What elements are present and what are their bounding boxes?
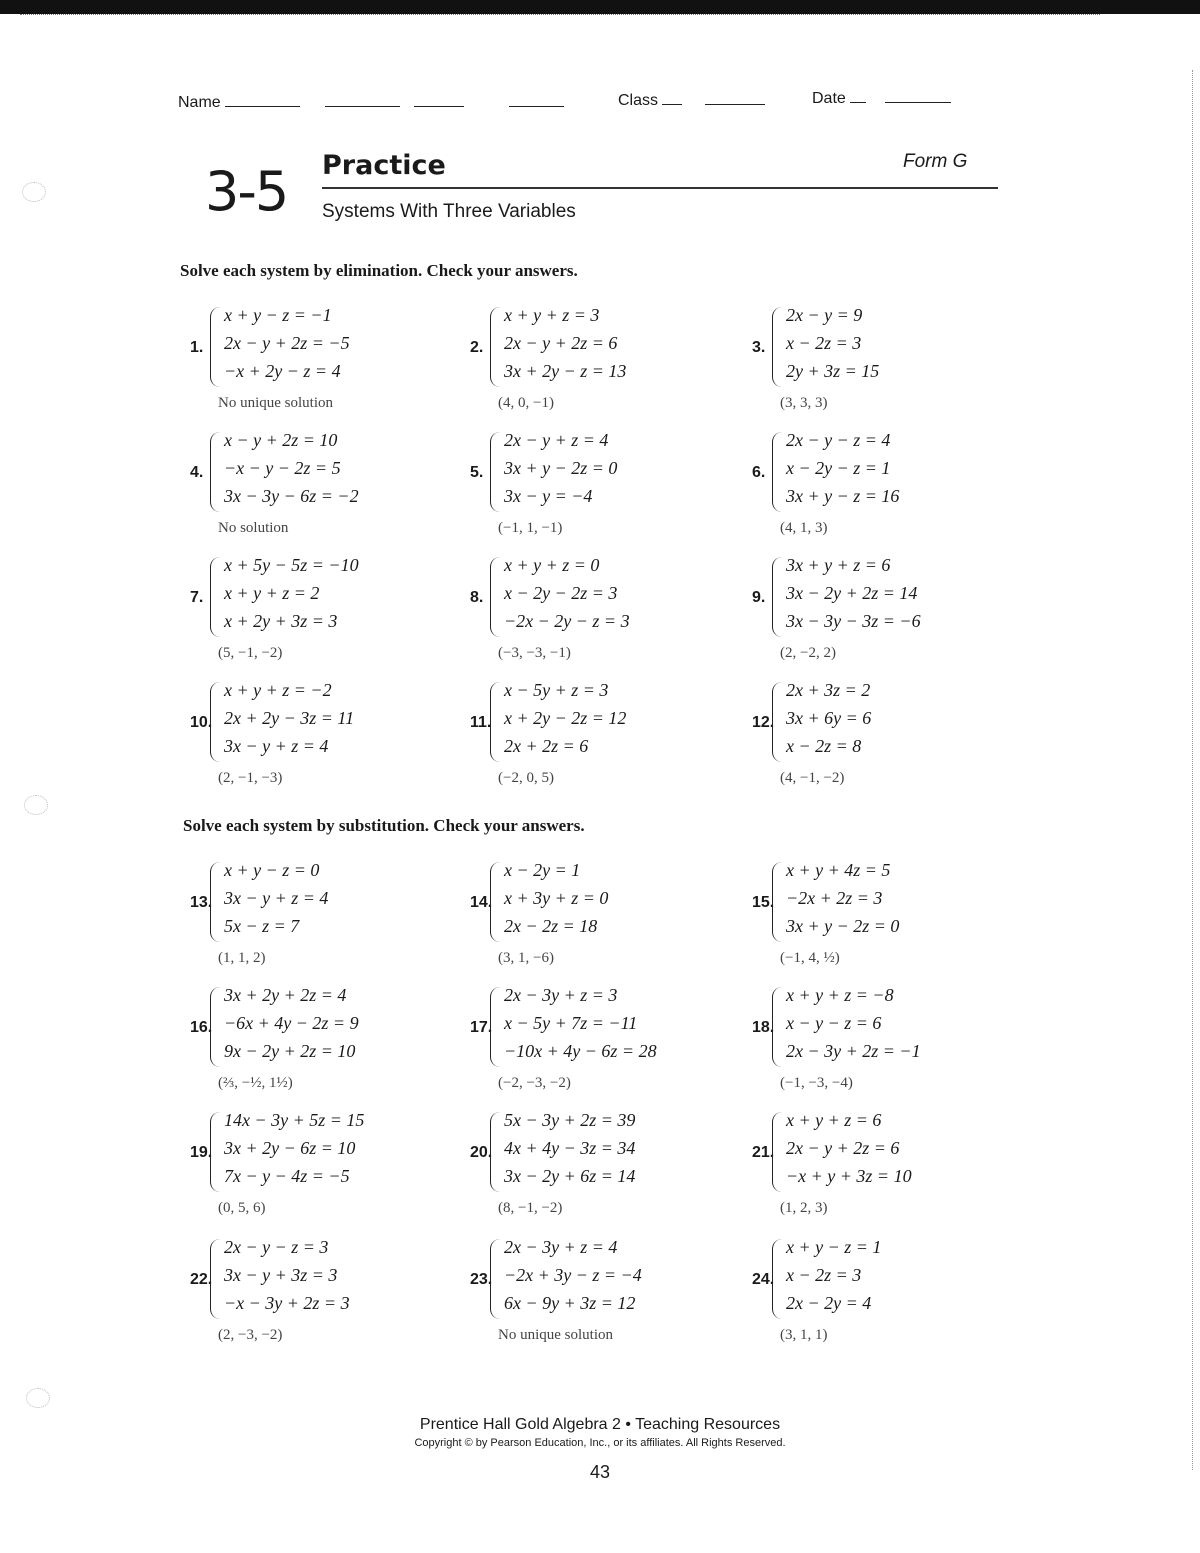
- system-brace: [772, 862, 783, 942]
- problem-number: 22.: [190, 1271, 213, 1288]
- answer: (5, −1, −2): [218, 645, 283, 661]
- equation: 6x − 9y + 3z = 12: [504, 1293, 636, 1313]
- problem-number: 16.: [190, 1019, 213, 1036]
- equation: 7x − y − 4z = −5: [224, 1166, 350, 1186]
- equation: x + y + 4z = 5: [786, 860, 891, 880]
- equation: x + y + z = 2: [224, 583, 320, 603]
- equation: x + y − z = 1: [786, 1237, 882, 1257]
- problem: [752, 430, 1012, 550]
- answer: (3, 3, 3): [780, 395, 828, 411]
- equation: −2x + 3y − z = −4: [504, 1265, 642, 1285]
- equation: x + 2y − 2z = 12: [504, 708, 627, 728]
- problem: [470, 305, 730, 425]
- name-blank[interactable]: [325, 92, 400, 107]
- title-rule: [322, 187, 998, 189]
- problem-number: 23.: [470, 1271, 493, 1288]
- equation: 4x + 4y − 3z = 34: [504, 1138, 636, 1158]
- equation: x − 5y + z = 3: [504, 680, 609, 700]
- system-brace: [772, 432, 783, 512]
- system-brace: [772, 557, 783, 637]
- equation: 3x − 3y − 3z = −6: [786, 611, 921, 631]
- name-blank[interactable]: [509, 92, 564, 107]
- equation: 3x − 2y + 6z = 14: [504, 1166, 636, 1186]
- equation: 2x − 3y + z = 3: [504, 985, 618, 1005]
- problem: [470, 555, 730, 675]
- answer: (1, 2, 3): [780, 1200, 828, 1216]
- equation: x − 2z = 3: [786, 1265, 862, 1285]
- system-brace: [772, 1239, 783, 1319]
- scan-speck: [26, 1388, 50, 1408]
- equation: 3x + 2y − z = 13: [504, 361, 627, 381]
- equation: x − 2y − 2z = 3: [504, 583, 618, 603]
- problem: [752, 680, 1012, 800]
- answer: (8, −1, −2): [498, 1200, 563, 1216]
- system-brace: [210, 432, 221, 512]
- problem-number: 13.: [190, 894, 213, 911]
- equation: 5x − z = 7: [224, 916, 300, 936]
- equation: x − 2z = 3: [786, 333, 862, 353]
- answer: (−2, 0, 5): [498, 770, 554, 786]
- problem-number: 5.: [470, 464, 484, 481]
- equation: 3x − y + z = 4: [224, 888, 329, 908]
- equation: −x + y + 3z = 10: [786, 1166, 912, 1186]
- equation: 3x + y − 2z = 0: [504, 458, 618, 478]
- equation: 2y + 3z = 15: [786, 361, 880, 381]
- lesson-title: Practice: [322, 150, 446, 181]
- problem-number: 18.: [752, 1019, 775, 1036]
- system-brace: [210, 987, 221, 1067]
- problem-number: 20.: [470, 1144, 493, 1161]
- name-label: Name: [178, 94, 221, 111]
- system-brace: [490, 1239, 501, 1319]
- equation: 3x + y − z = 16: [786, 486, 900, 506]
- system-brace: [210, 1112, 221, 1192]
- system-brace: [772, 307, 783, 387]
- form-label: Form G: [903, 151, 968, 172]
- problem-number: 15.: [752, 894, 775, 911]
- equation: x + y + z = 3: [504, 305, 600, 325]
- problem-number: 24.: [752, 1271, 775, 1288]
- equation: 3x − 2y + 2z = 14: [786, 583, 918, 603]
- answer: (−2, −3, −2): [498, 1075, 571, 1091]
- answer: (4, 1, 3): [780, 520, 828, 536]
- equation: 3x + 2y − 6z = 10: [224, 1138, 356, 1158]
- date-label: Date: [812, 90, 846, 107]
- footer-copyright: Copyright © by Pearson Education, Inc., or its affiliates. All Rights Reserved.: [414, 1437, 786, 1449]
- answer: (3, 1, −6): [498, 950, 554, 966]
- problem-number: 14.: [470, 894, 493, 911]
- answer: (3, 1, 1): [780, 1327, 828, 1343]
- problem-number: 4.: [190, 464, 204, 481]
- system-brace: [772, 987, 783, 1067]
- problem: [190, 555, 450, 675]
- equation: 2x + 2y − 3z = 11: [224, 708, 355, 728]
- section-instruction: Solve each system by elimination. Check your answers.: [180, 261, 578, 280]
- equation: 2x − y = 9: [786, 305, 863, 325]
- equation: x − 5y + 7z = −11: [504, 1013, 638, 1033]
- date-blank[interactable]: [850, 88, 866, 103]
- system-brace: [210, 307, 221, 387]
- problem-number: 10.: [190, 714, 213, 731]
- name-blank[interactable]: [414, 92, 464, 107]
- scan-noise: [20, 14, 1100, 21]
- system-brace: [210, 682, 221, 762]
- answer: (2, −1, −3): [218, 770, 283, 786]
- system-brace: [490, 432, 501, 512]
- equation: 2x − y − z = 4: [786, 430, 891, 450]
- problem-number: 3.: [752, 339, 766, 356]
- system-brace: [490, 557, 501, 637]
- class-field: [618, 90, 765, 110]
- equation: −x + 2y − z = 4: [224, 361, 341, 381]
- problem-number: 8.: [470, 589, 484, 606]
- equation: −x − y − 2z = 5: [224, 458, 341, 478]
- class-blank[interactable]: [705, 90, 765, 105]
- equation: x + y − z = −1: [224, 305, 332, 325]
- equation: x − 2z = 8: [786, 736, 862, 756]
- problem-number: 9.: [752, 589, 766, 606]
- equation: −2x − 2y − z = 3: [504, 611, 630, 631]
- equation: x + y − z = 0: [224, 860, 320, 880]
- equation: 3x + y − 2z = 0: [786, 916, 900, 936]
- problem: [190, 1237, 450, 1357]
- equation: 14x − 3y + 5z = 15: [224, 1110, 365, 1130]
- answer: (−1, −3, −4): [780, 1075, 853, 1091]
- system-brace: [772, 682, 783, 762]
- name-field: [178, 92, 564, 112]
- equation: x − y − z = 6: [786, 1013, 882, 1033]
- answer: (1, 1, 2): [218, 950, 266, 966]
- problem-number: 7.: [190, 589, 204, 606]
- equation: −10x + 4y − 6z = 28: [504, 1041, 657, 1061]
- date-field: [812, 88, 951, 108]
- equation: x − y + 2z = 10: [224, 430, 338, 450]
- problem: [470, 860, 730, 980]
- problem: [190, 1110, 450, 1230]
- equation: 2x − 3y + z = 4: [504, 1237, 618, 1257]
- answer: (0, 5, 6): [218, 1200, 266, 1216]
- problem: [470, 1237, 730, 1357]
- problem-number: 17.: [470, 1019, 493, 1036]
- answer: (2, −2, 2): [780, 645, 836, 661]
- answer: (4, −1, −2): [780, 770, 845, 786]
- answer: (−1, 4, ½): [780, 950, 840, 966]
- equation: x + 2y + 3z = 3: [224, 611, 338, 631]
- system-brace: [210, 557, 221, 637]
- equation: 2x − y − z = 3: [224, 1237, 329, 1257]
- problem-number: 2.: [470, 339, 484, 356]
- equation: 3x + 2y + 2z = 4: [224, 985, 347, 1005]
- problem-number: 1.: [190, 339, 204, 356]
- system-brace: [490, 1112, 501, 1192]
- equation: 3x − y + 3z = 3: [224, 1265, 338, 1285]
- problem: [470, 430, 730, 550]
- equation: x + y + z = −2: [224, 680, 332, 700]
- equation: 2x − 2y = 4: [786, 1293, 872, 1313]
- answer: No solution: [218, 520, 289, 536]
- equation: 2x + 2z = 6: [504, 736, 589, 756]
- equation: x + y + z = 6: [786, 1110, 882, 1130]
- problem: [190, 680, 450, 800]
- equation: 3x − y = −4: [504, 486, 593, 506]
- problem: [470, 680, 730, 800]
- answer: (2, −3, −2): [218, 1327, 283, 1343]
- problem-number: 12.: [752, 714, 775, 731]
- equation: 2x − y + 2z = −5: [224, 333, 350, 353]
- problem-number: 11.: [470, 714, 492, 731]
- section-instruction: Solve each system by substitution. Check your answers.: [183, 816, 585, 835]
- problem: [470, 1110, 730, 1230]
- problem: [190, 430, 450, 550]
- answer: No unique solution: [498, 1327, 613, 1343]
- equation: 3x − 3y − 6z = −2: [224, 486, 359, 506]
- name-blank[interactable]: [225, 92, 300, 107]
- problem: [752, 860, 1012, 980]
- system-brace: [490, 307, 501, 387]
- scan-edge-dots: [1192, 70, 1193, 1470]
- equation: −x − 3y + 2z = 3: [224, 1293, 350, 1313]
- equation: 2x − 3y + 2z = −1: [786, 1041, 921, 1061]
- problem: [752, 555, 1012, 675]
- equation: 3x − y + z = 4: [224, 736, 329, 756]
- system-brace: [490, 862, 501, 942]
- equation: x + 5y − 5z = −10: [224, 555, 359, 575]
- equation: 2x − 2z = 18: [504, 916, 598, 936]
- page-number: 43: [589, 1462, 611, 1482]
- problem: [470, 985, 730, 1105]
- class-label: Class: [618, 92, 659, 109]
- answer: (4, 0, −1): [498, 395, 554, 411]
- scan-top-border: [0, 0, 1200, 14]
- system-brace: [210, 862, 221, 942]
- equation: 3x + 6y = 6: [786, 708, 872, 728]
- problem: [190, 305, 450, 425]
- equation: x − 2y − z = 1: [786, 458, 891, 478]
- problem-number: 21.: [752, 1144, 775, 1161]
- answer: No unique solution: [218, 395, 333, 411]
- equation: x + y + z = 0: [504, 555, 600, 575]
- equation: −2x + 2z = 3: [786, 888, 883, 908]
- problem-number: 6.: [752, 464, 766, 481]
- problem: [190, 860, 450, 980]
- equation: 2x − y + 2z = 6: [786, 1138, 900, 1158]
- date-blank[interactable]: [885, 88, 951, 103]
- scan-speck: [24, 795, 48, 815]
- problem-number: 19.: [190, 1144, 213, 1161]
- answer: (⅔, −½, 1½): [218, 1075, 293, 1091]
- equation: 5x − 3y + 2z = 39: [504, 1110, 636, 1130]
- equation: 2x − y + 2z = 6: [504, 333, 618, 353]
- footer-book: Prentice Hall Gold Algebra 2 • Teaching Resources: [419, 1416, 781, 1433]
- equation: 9x − 2y + 2z = 10: [224, 1041, 356, 1061]
- system-brace: [210, 1239, 221, 1319]
- equation: −6x + 4y − 2z = 9: [224, 1013, 359, 1033]
- equation: 2x − y + z = 4: [504, 430, 609, 450]
- lesson-number: 3-5: [205, 160, 288, 223]
- problem: [752, 305, 1012, 425]
- answer: (−3, −3, −1): [498, 645, 571, 661]
- scan-speck: [22, 182, 46, 202]
- equation: x − 2y = 1: [504, 860, 581, 880]
- lesson-subtitle: Systems With Three Variables: [322, 201, 576, 222]
- system-brace: [772, 1112, 783, 1192]
- problem: [190, 985, 450, 1105]
- equation: 2x + 3z = 2: [786, 680, 871, 700]
- equation: x + 3y + z = 0: [504, 888, 609, 908]
- system-brace: [490, 682, 501, 762]
- problem: [752, 1237, 1012, 1357]
- system-brace: [490, 987, 501, 1067]
- equation: x + y + z = −8: [786, 985, 894, 1005]
- answer: (−1, 1, −1): [498, 520, 563, 536]
- class-blank[interactable]: [662, 90, 682, 105]
- problem: [752, 1110, 1012, 1230]
- problem: [752, 985, 1012, 1105]
- equation: 3x + y + z = 6: [786, 555, 891, 575]
